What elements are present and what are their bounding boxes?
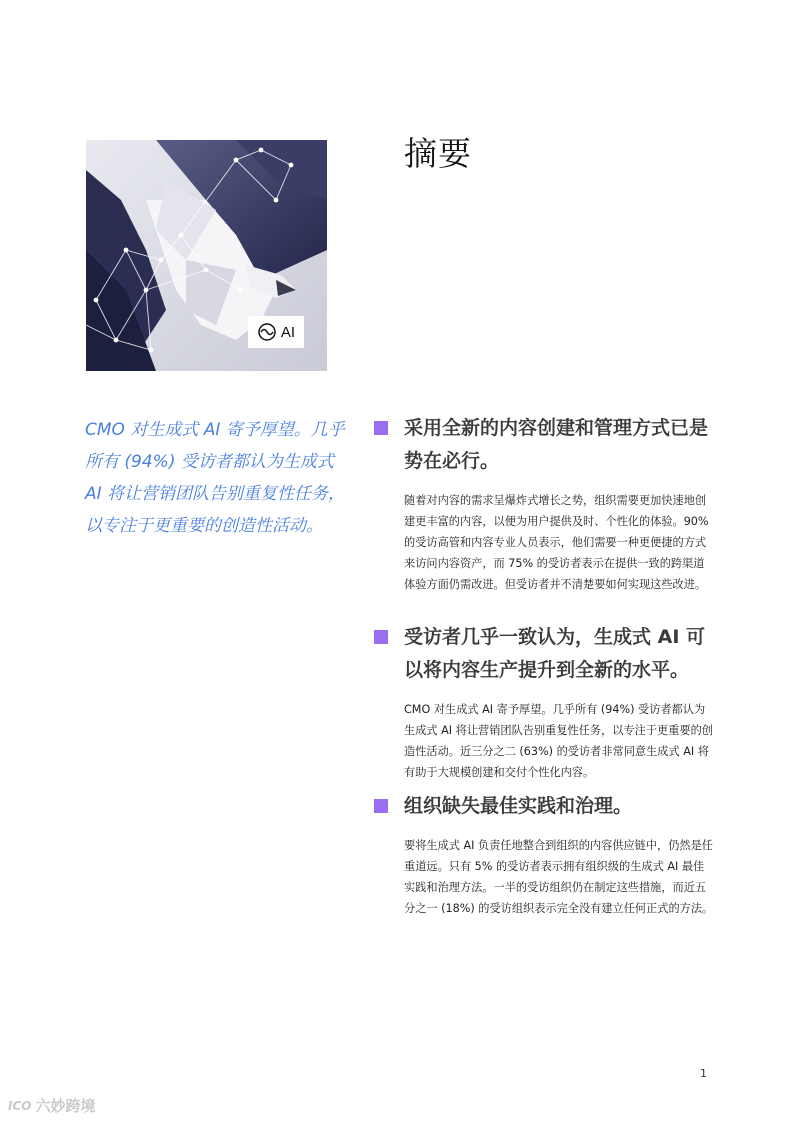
page-title: 摘要 bbox=[404, 134, 472, 173]
watermark-text: 六妙跨境 bbox=[35, 1097, 96, 1115]
pull-quote: CMO 对生成式 AI 寄予厚望。几乎所有 (94%) 受访者都认为生成式 AI 将让营销团队告别重复性任务，以专注于更重要的创造性活动。 bbox=[85, 420, 346, 536]
section-body: 要将生成式 AI 负责任地整合到组织的内容供应链中，仍然是任重道远。只有 5% 的受访者表示拥有组织级的生成式 AI 最佳实践和治理方法。一半的受访组织仍在制定这些措施，而近五分之一 (18%) 的受访组织表示完全没有建立任何正式的方法。 bbox=[404, 839, 714, 915]
section-heading-text: 采用全新的内容创建和管理方式已是势在必行。 bbox=[404, 417, 709, 472]
ai-badge-label: AI bbox=[280, 323, 296, 341]
section-heading bbox=[374, 412, 714, 478]
section-heading bbox=[374, 621, 714, 687]
hero-illustration bbox=[86, 140, 327, 371]
square-bullet-icon bbox=[374, 421, 388, 435]
watermark bbox=[8, 1095, 96, 1116]
section-generative-ai-consensus bbox=[374, 621, 714, 783]
page-number: 1 bbox=[700, 1067, 707, 1080]
section-heading bbox=[374, 790, 714, 823]
square-bullet-icon bbox=[374, 630, 388, 644]
square-bullet-icon bbox=[374, 799, 388, 813]
section-heading-text: 受访者几乎一致认为，生成式 AI 可以将内容生产提升到全新的水平。 bbox=[404, 626, 706, 681]
ai-badge bbox=[248, 316, 304, 348]
section-body: CMO 对生成式 AI 寄予厚望。几乎所有 (94%) 受访者都认为生成式 AI 将让营销团队告别重复性任务，以专注于更重要的创造性活动。近三分之二 (63%) 的受访者非常同意生成式 AI 将有助于大规模创建和交付个性化内容。 bbox=[404, 703, 713, 779]
section-content-approach bbox=[374, 412, 714, 595]
section-body: 随着对内容的需求呈爆炸式增长之势，组织需要更加快速地创建更丰富的内容，以便为用户提供及时、个性化的体验。90% 的受访高管和内容专业人员表示，他们需要一种更便捷的方式来访问内容资产，而 75% 的受访者表示在提供一致的跨渠道体验方面仍需改进。但受访者并不清楚要如何实现这些改进。 bbox=[404, 494, 709, 591]
watermark-logo: ICO bbox=[8, 1098, 32, 1113]
ai-wave-icon bbox=[257, 322, 277, 342]
section-governance bbox=[374, 790, 714, 919]
section-heading-text: 组织缺失最佳实践和治理。 bbox=[404, 795, 633, 817]
